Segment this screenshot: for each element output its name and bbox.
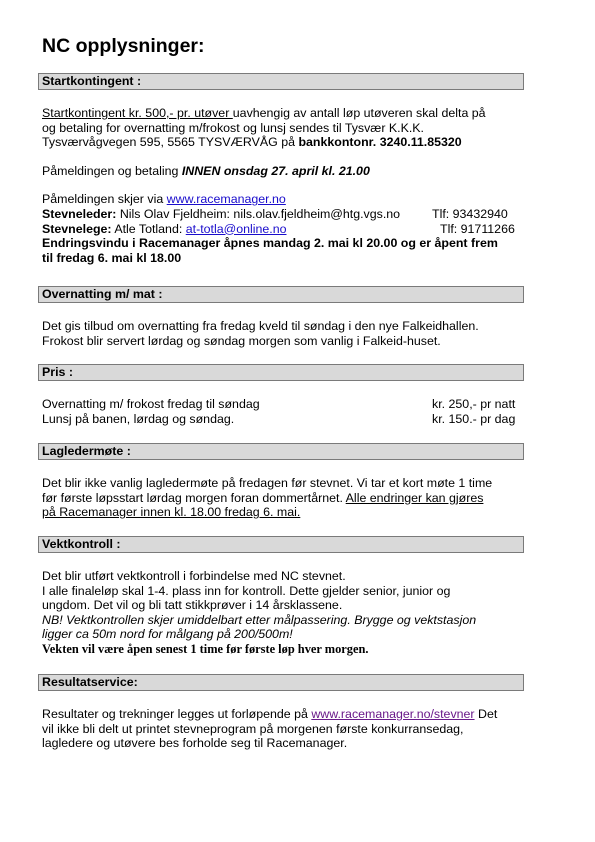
price-label-lunsj: Lunsj på banen, lørdag og søndag. [42, 411, 235, 426]
deadline-line [42, 164, 524, 179]
deadline-text: Påmeldingen og betaling [42, 163, 182, 178]
section-heading-overnatting: Overnatting m/ mat : [38, 286, 524, 303]
page-title: NC opplysninger: [42, 35, 205, 57]
vekt-line-3: ungdom. Det vil og bli tatt stikkprøver i 14 årsklassene. [42, 598, 343, 613]
price-row-overnatting [42, 397, 524, 412]
section-body-resultatservice [42, 707, 524, 751]
doctor-label: Stevnelege: [42, 221, 112, 236]
lagleder-underlined-1: Alle endringer kan gjøres [345, 490, 484, 505]
section-body-vektkontroll [42, 569, 524, 657]
overnatting-line-2: Frokost blir servert lørdag og søndag morgen som vanlig i Falkeid-huset. [42, 333, 441, 348]
window-line-1 [42, 236, 524, 251]
racemanager-link[interactable]: www.racemanager.no [166, 192, 286, 207]
vekt-italic-2: ligger ca 50m nord for målgang på 200/500m! [42, 627, 293, 642]
doctor-text: Atle Totland: [111, 221, 186, 236]
section-heading-pris: Pris : [38, 364, 524, 381]
overnatting-line-1: Det gis tilbud om overnatting fra fredag kveld til søndag i den nye Falkeidhallen. [42, 319, 479, 333]
price-value-overnatting: kr. 250,- pr natt [432, 397, 516, 411]
resultat-line-2: vil ikke bli delt ut printet stevneprogram på morgenen første konkurransedag, [42, 721, 464, 736]
section-body-startkontingent [42, 106, 524, 265]
vekt-line-2: I alle finaleløp skal 1-4. plass inn for kontroll. Dette gjelder senior, junior og [42, 583, 451, 598]
vekt-line-1: Det blir utført vektkontroll i forbindelse med NC stevnet. [42, 569, 346, 583]
fee-line-1 [42, 106, 524, 121]
stevner-link[interactable]: www.racemanager.no/stevner [311, 707, 475, 721]
address-text: Tysværvågvegen 595, 5565 TYSVÆRVÅG på [42, 135, 299, 150]
window-text-1: Endringsvindu i Racemanager åpnes mandag 2. mai kl 20.00 og er åpent frem [42, 236, 498, 251]
vekt-line-5 [42, 627, 524, 642]
section-heading-resultatservice: Resultatservice: [38, 674, 524, 691]
vekt-line-6: Vekten vil være åpen senest 1 time før første løp hver morgen. [42, 641, 369, 656]
section-body-pris [42, 397, 524, 426]
lagleder-text-2: før første løpsstart lørdag morgen foran dommertårnet. [42, 490, 346, 505]
price-label-overnatting: Overnatting m/ frokost fredag til søndag [42, 397, 260, 411]
fee-text: uavhengig av antall løp utøveren skal delta på [232, 106, 486, 120]
section-heading-vektkontroll: Vektkontroll : [38, 536, 524, 553]
bank-account: bankkontonr. 3240.11.85320 [298, 135, 462, 150]
fee-line-3 [42, 135, 524, 150]
vekt-italic-1: NB! Vektkontrollen skjer umiddelbart etter målpassering. Brygge og vektstasjon [42, 612, 477, 627]
leader-label: Stevneleder: [42, 206, 117, 221]
leader-row [42, 207, 524, 222]
fee-line-2: og betaling for overnatting m/frokost og lunsj sendes til Tysvær K.K.K. [42, 120, 425, 135]
doctor-row [42, 222, 524, 237]
leader-phone: Tlf: 93432940 [432, 206, 508, 221]
resultat-text-1: Resultater og trekninger legges ut forløpende på [42, 707, 312, 721]
lagleder-underlined-2: på Racemanager innen kl. 18.00 fredag 6. mai. [42, 505, 301, 520]
leader-text: Nils Olav Fjeldheim: nils.olav.fjeldheim@htg.vgs.no [116, 206, 401, 221]
window-line-2 [42, 251, 524, 266]
price-value-lunsj: kr. 150.- pr dag [432, 411, 516, 426]
lagleder-line-3 [42, 505, 524, 520]
section-body-overnatting [42, 319, 524, 348]
doctor-email-link[interactable]: at-totla@online.no [185, 221, 287, 236]
lagleder-line-1: Det blir ikke vanlig lagledermøte på fredagen før stevnet. Vi tar et kort møte 1 time [42, 476, 493, 490]
section-heading-startkontingent: Startkontingent : [38, 73, 524, 90]
fee-underlined: Startkontingent kr. 500,- pr. utøver [42, 106, 233, 120]
price-row-lunsj [42, 412, 524, 427]
resultat-line-3: lagledere og utøvere bes forholde seg til Racemanager. [42, 736, 348, 751]
section-body-lagledermote [42, 476, 524, 520]
resultat-text-1b: Det [474, 707, 498, 721]
lagleder-line-2 [42, 491, 524, 506]
deadline-date: INNEN onsdag 27. april kl. 21.00 [181, 163, 370, 178]
resultat-line-1 [42, 707, 524, 722]
registration-line [42, 192, 524, 207]
section-heading-lagledermote: Lagledermøte : [38, 443, 524, 460]
registration-text: Påmeldingen skjer via [42, 192, 167, 207]
window-text-2: til fredag 6. mai kl 18.00 [42, 250, 182, 265]
vekt-line-4 [42, 613, 524, 628]
doctor-phone: Tlf: 91711266 [440, 221, 515, 236]
